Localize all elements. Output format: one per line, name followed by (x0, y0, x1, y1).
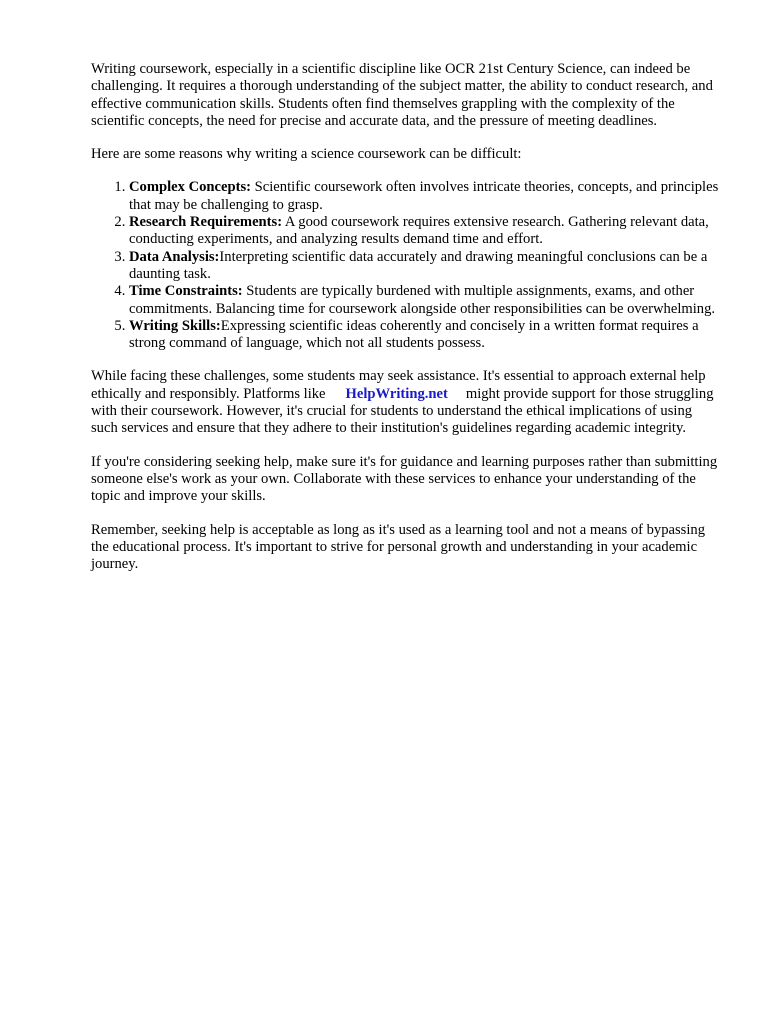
reasons-lead-paragraph: Here are some reasons why writing a science coursework can be difficult: (91, 146, 522, 163)
list-item (129, 249, 721, 284)
list-item (129, 179, 721, 214)
assistance-text-after: might provide support for those struggling with their coursework. However, it's crucial for students to understand the ethical implications of using such services and ensure that they adhere to their institution's guidelines regarding academic integrity. (91, 385, 714, 437)
considering-paragraph: If you're considering seeking help, make sure it's for guidance and learning purposes rather than submitting someone else's work as your own. Collaborate with these services to enhance your understanding of the topic and improve your skills. (91, 453, 718, 505)
helpwriting-link[interactable]: HelpWriting.net (345, 385, 448, 402)
intro-paragraph: Writing coursework, especially in a scientific discipline like OCR 21st Century Science, can indeed be challenging. It requires a thorough understanding of the subject matter, the ability to conduct research, and effective communication skills. Students often find themselves grappling with the complexity of the scientific concepts, the need for precise and accurate data, and the pressure of meeting deadlines. (91, 61, 713, 129)
list-item (129, 214, 721, 249)
reason-term: Time Constraints: (129, 283, 243, 300)
reason-text: Expressing scientific ideas coherently and concisely in a written format requires a strong command of language, which not all students possess. (129, 317, 699, 352)
reason-term: Research Requirements: (129, 214, 283, 231)
reason-text: Students are typically burdened with multiple assignments, exams, and other commitments. Balancing time for coursework alongside other responsibilities can be overwhelming. (129, 283, 716, 317)
reason-text: A good coursework requires extensive research. Gathering relevant data, conducting experiments, and analyzing results demand time and effort. (129, 214, 709, 248)
reason-term: Data Analysis: (129, 248, 220, 265)
reason-term: Complex Concepts: (129, 179, 252, 196)
remember-paragraph: Remember, seeking help is acceptable as long as it's used as a learning tool and not a means of bypassing the educational process. It's important to strive for personal growth and understanding in your academic journey. (91, 521, 706, 573)
document-page (91, 61, 721, 589)
list-item (129, 283, 721, 318)
list-item (129, 318, 721, 353)
reason-text: Interpreting scientific data accurately and drawing meaningful conclusions can be a daunting task. (129, 248, 708, 282)
reason-text: Scientific coursework often involves intricate theories, concepts, and principles that may be challenging to grasp. (129, 179, 719, 213)
reasons-list (91, 179, 721, 352)
assistance-paragraph (91, 368, 721, 437)
reason-term: Writing Skills: (129, 317, 221, 334)
assistance-text-before: While facing these challenges, some students may seek assistance. It's essential to approach external help ethically and responsibly. Platforms like (91, 368, 706, 402)
